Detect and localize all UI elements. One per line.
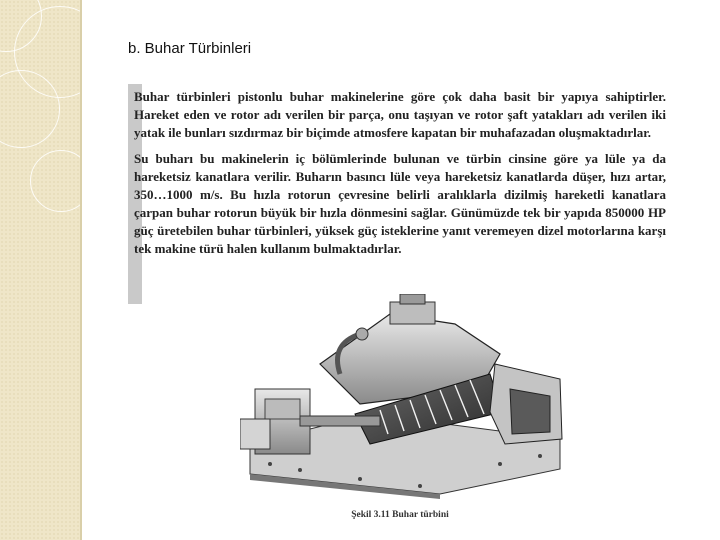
book-text xyxy=(134,88,666,266)
sidebar-divider xyxy=(80,0,82,540)
steam-turbine-illustration xyxy=(240,294,570,499)
slide-title: b. Buhar Türbinleri xyxy=(128,40,252,57)
paragraph-2: Su buharı bu makinelerin iç bölümlerinde bulunan ve türbin cinsine göre ya lüle ya da hareketsiz kanatlara verilir. Buharın basıncı lüle veya hareketsiz kanatlarda düşer, hızı artar, 350…1000 m/s. Bu hızla rotorun çevresine belirli aralıklarla dizilmiş hareketli kanatlara çarpan buhar rotorun büyük bir hızla dönmesini sağlar. Günümüzde tek bir yapıda 850000 HP güç üretebilen buhar türbinleri, yüksek güç isteklerine yanıt veremeyen dizel motorlarına karşı tek makine türü halen kullanım bulmaktadırlar. xyxy=(134,151,666,256)
decorative-sidebar xyxy=(0,0,80,540)
scanned-book-page xyxy=(128,84,672,524)
paragraph-1: Buhar türbinleri pistonlu buhar makinelerine göre çok daha basit bir yapıya sahiptirler. Hareket eden ve rotor adı verilen bir parça, onu taşıyan ve rotor şaft yatakları adı verilen iki yatak ile bunları sızdırmaz bir biçimde atmosfere kapatan bir muhafazadan oluşmaktadırlar. xyxy=(134,89,666,140)
figure-caption: Şekil 3.11 Buhar türbini xyxy=(351,510,449,520)
decorative-circle xyxy=(30,150,92,212)
